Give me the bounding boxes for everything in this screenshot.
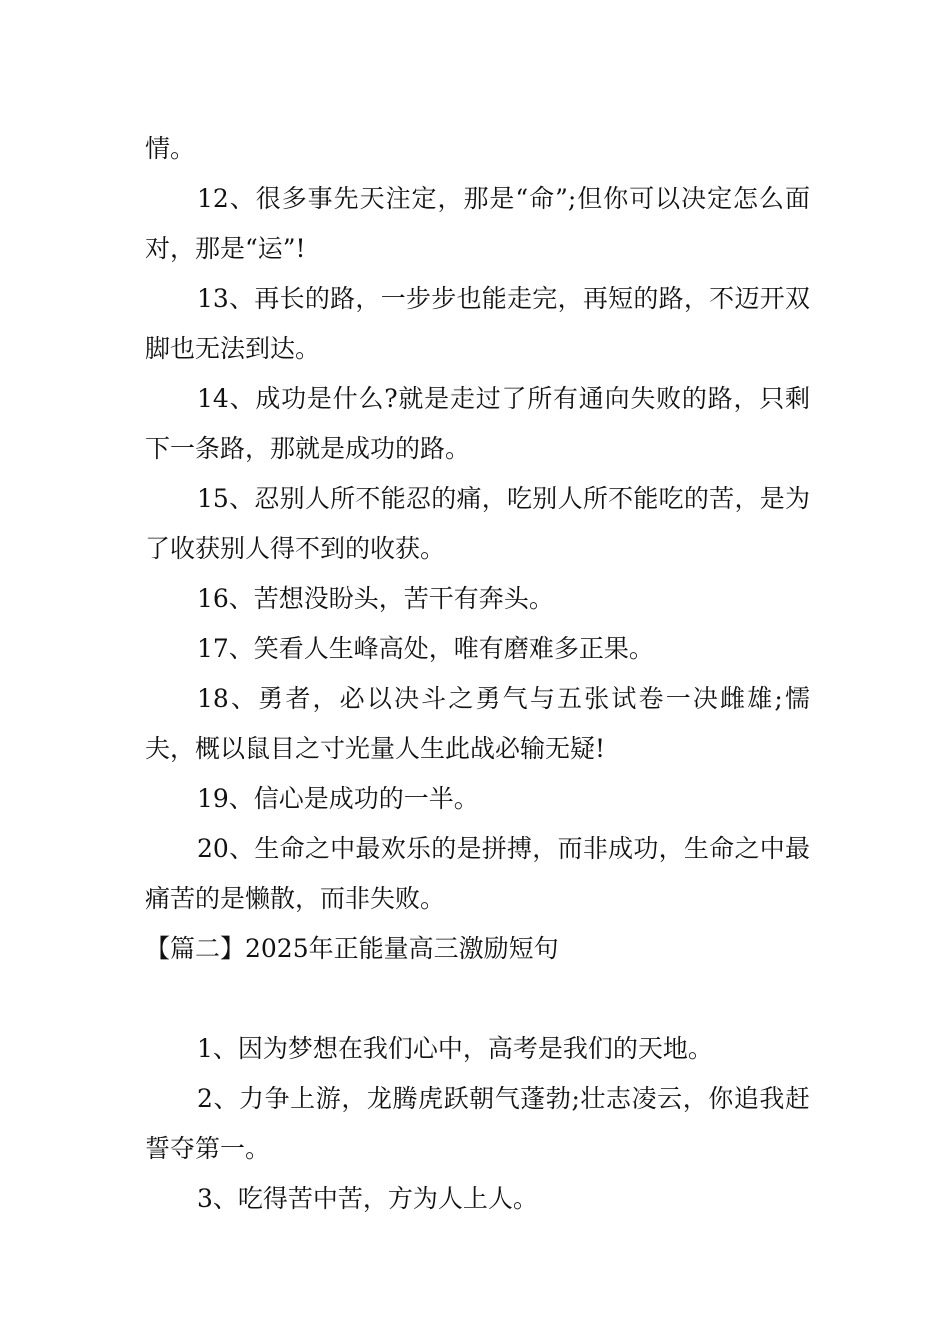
paragraph-item-16: 16、苦想没盼头，苦干有奔头。: [197, 584, 554, 613]
document-body: [145, 124, 810, 1224]
paragraph-item-12: 12、很多事先天注定，那是“命”;但你可以决定怎么面对，那是“运”!: [145, 184, 810, 263]
paragraph-item-20: 20、生命之中最欢乐的是拼搏，而非成功，生命之中最痛苦的是懒散，而非失败。: [145, 834, 810, 913]
paragraph-continuation: 情。: [145, 134, 196, 163]
paragraph-item-14: 14、成功是什么?就是走过了所有通向失败的路，只剩下一条路，那就是成功的路。: [145, 384, 810, 463]
section-heading: 【篇二】2025年正能量高三激励短句: [145, 934, 559, 963]
paragraph-item-13: 13、再长的路，一步步也能走完，再短的路，不迈开双脚也无法到达。: [145, 284, 810, 363]
paragraph-item-19: 19、信心是成功的一半。: [197, 784, 479, 813]
section-spacer: [145, 974, 810, 1024]
paragraph-item-15: 15、忍别人所不能忍的痛，吃别人所不能吃的苦，是为了收获别人得不到的收获。: [145, 484, 810, 563]
paragraph-item-17: 17、笑看人生峰高处，唯有磨难多正果。: [197, 634, 654, 663]
paragraph-item-2: 2、力争上游，龙腾虎跃朝气蓬勃;壮志凌云，你追我赶誓夺第一。: [145, 1084, 810, 1163]
paragraph-item-1: 1、因为梦想在我们心中，高考是我们的天地。: [197, 1034, 713, 1063]
paragraph-item-18: 18、勇者，必以决斗之勇气与五张试卷一决雌雄;懦夫，概以鼠目之寸光量人生此战必输无疑!: [145, 684, 810, 763]
paragraph-item-3: 3、吃得苦中苦，方为人上人。: [197, 1184, 538, 1213]
